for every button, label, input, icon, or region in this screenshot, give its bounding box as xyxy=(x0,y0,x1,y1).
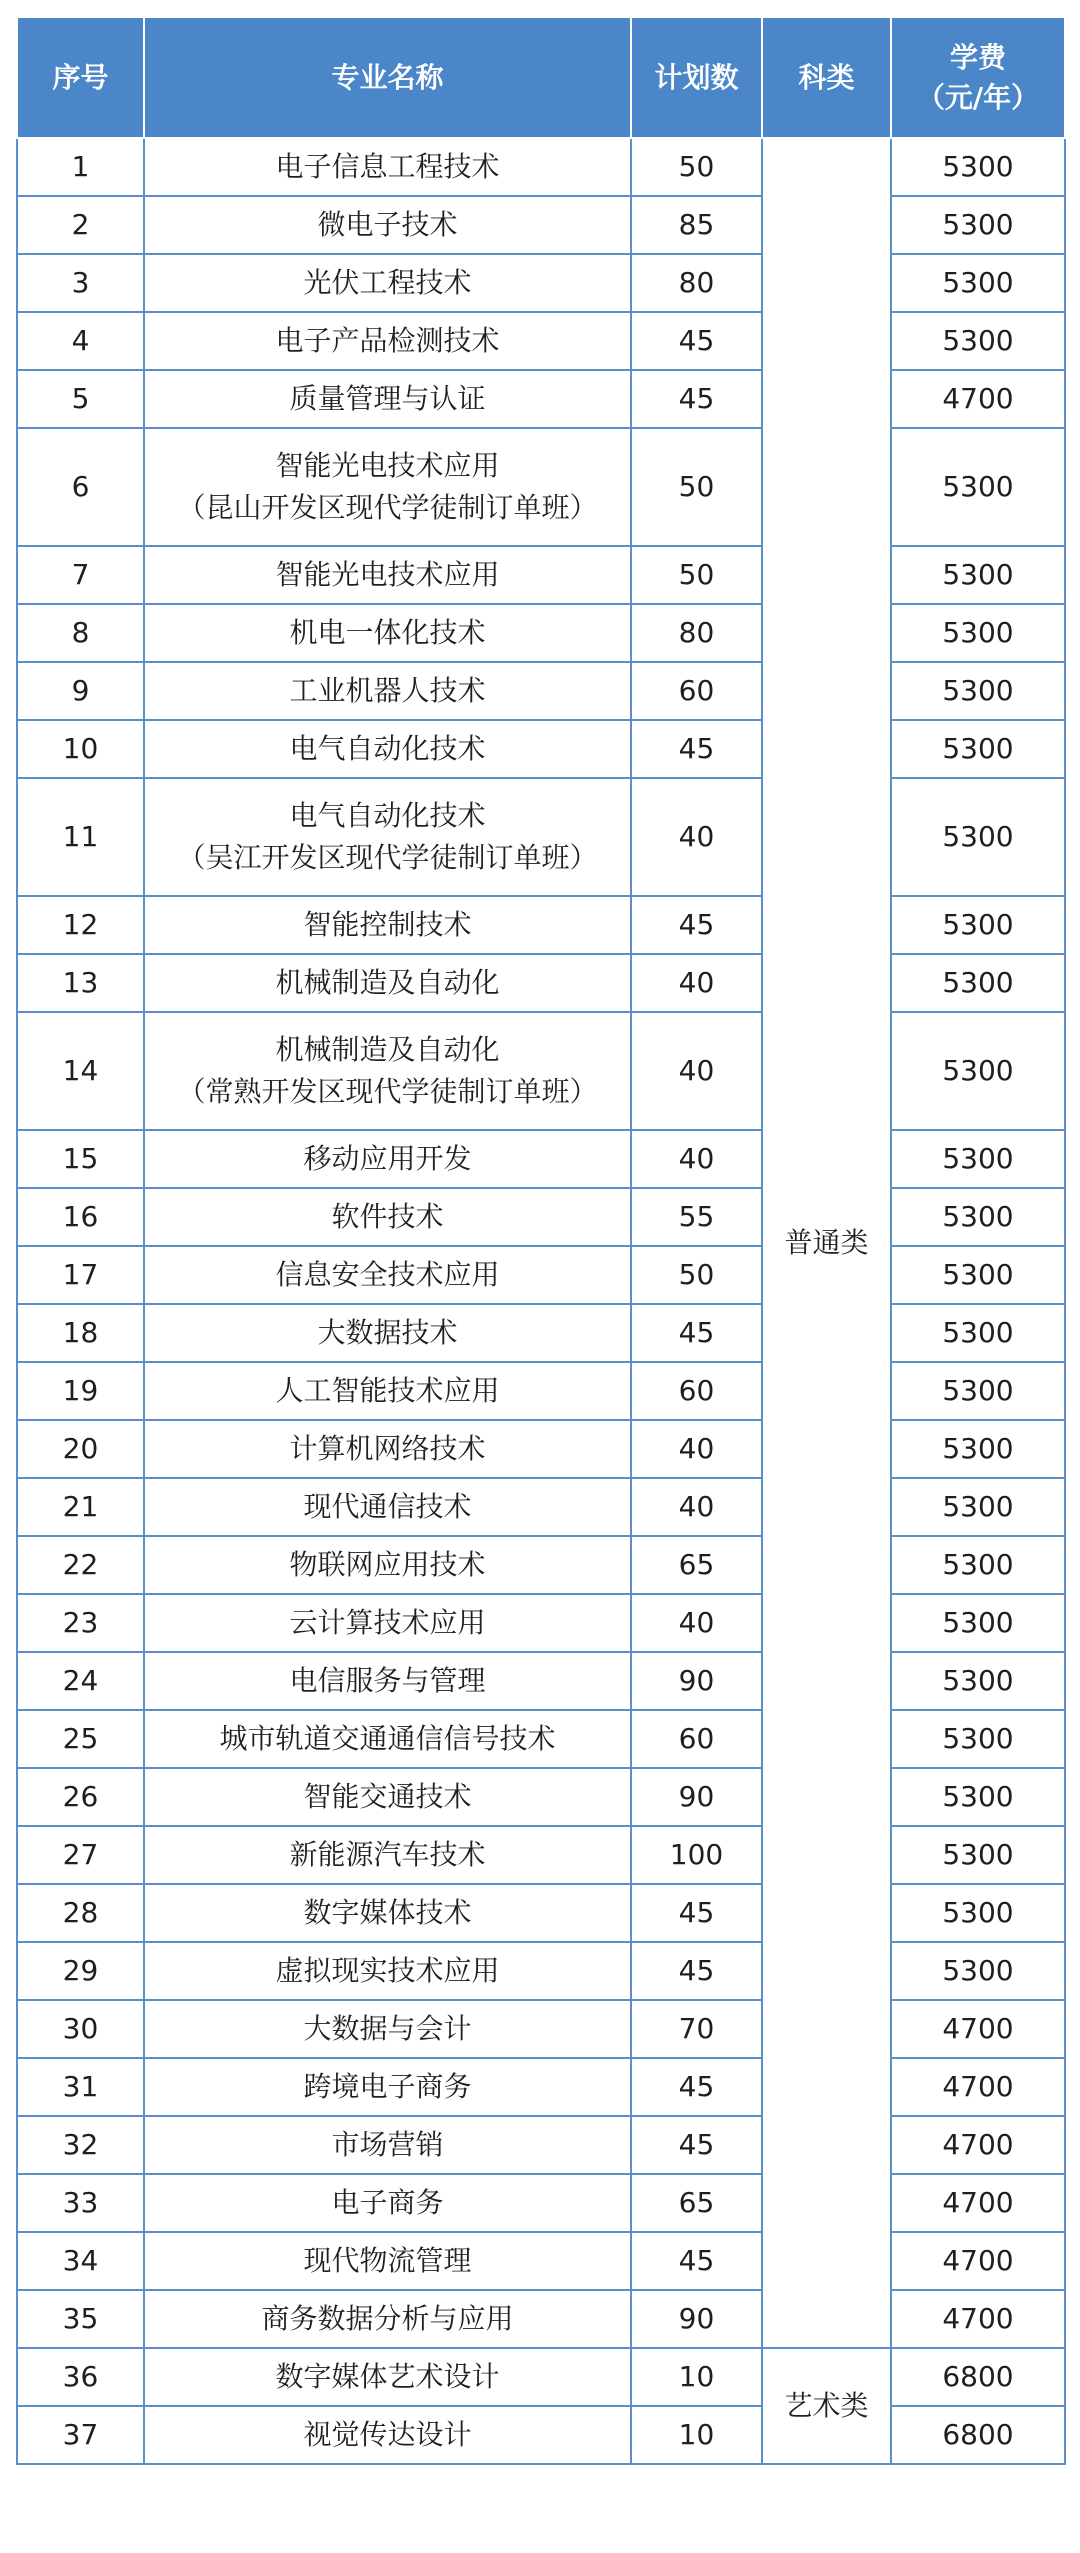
cell-seq: 21 xyxy=(17,1478,144,1536)
cell-major-name xyxy=(144,428,631,546)
major-name-note: （常熟开发区现代学徒制订单班） xyxy=(177,1075,598,1108)
major-name-text: 智能控制技术 xyxy=(303,908,472,941)
cell-major-name xyxy=(144,546,631,604)
cell-plan-count: 90 xyxy=(631,2290,762,2348)
major-name-text: 电子产品检测技术 xyxy=(275,324,500,357)
table-row xyxy=(17,896,1065,954)
major-name-text: 城市轨道交通通信信号技术 xyxy=(219,1722,556,1755)
cell-major-name xyxy=(144,662,631,720)
cell-seq: 19 xyxy=(17,1362,144,1420)
cell-plan-count: 40 xyxy=(631,778,762,896)
cell-major-name xyxy=(144,1420,631,1478)
cell-plan-count: 85 xyxy=(631,196,762,254)
cell-plan-count: 45 xyxy=(631,2116,762,2174)
cell-plan-count: 45 xyxy=(631,370,762,428)
cell-plan-count: 40 xyxy=(631,1478,762,1536)
cell-tuition: 5300 xyxy=(891,1826,1065,1884)
cell-seq: 33 xyxy=(17,2174,144,2232)
major-name-text: 质量管理与认证 xyxy=(289,382,486,415)
major-name-note: （吴江开发区现代学徒制订单班） xyxy=(177,841,598,874)
table-header-row xyxy=(17,17,1065,138)
cell-seq: 26 xyxy=(17,1768,144,1826)
cell-tuition: 5300 xyxy=(891,1362,1065,1420)
cell-tuition: 6800 xyxy=(891,2406,1065,2464)
cell-plan-count: 65 xyxy=(631,1536,762,1594)
cell-tuition: 5300 xyxy=(891,254,1065,312)
major-name-text: 计算机网络技术 xyxy=(289,1432,486,1465)
major-name-text: 移动应用开发 xyxy=(303,1142,472,1175)
cell-plan-count: 40 xyxy=(631,1130,762,1188)
cell-tuition: 5300 xyxy=(891,1012,1065,1130)
cell-seq: 7 xyxy=(17,546,144,604)
cell-plan-count: 40 xyxy=(631,1420,762,1478)
cell-seq: 28 xyxy=(17,1884,144,1942)
cell-tuition: 5300 xyxy=(891,546,1065,604)
cell-tuition: 5300 xyxy=(891,1420,1065,1478)
cell-plan-count: 40 xyxy=(631,1594,762,1652)
cell-tuition: 5300 xyxy=(891,1188,1065,1246)
major-name-text: 电信服务与管理 xyxy=(289,1664,486,1697)
major-name-text: 数字媒体艺术设计 xyxy=(275,2360,500,2393)
table-row xyxy=(17,370,1065,428)
table-row xyxy=(17,1536,1065,1594)
cell-major-name xyxy=(144,1594,631,1652)
major-name-text: 新能源汽车技术 xyxy=(289,1838,486,1871)
major-name-text: 跨境电子商务 xyxy=(303,2070,472,2103)
header-plan-count: 计划数 xyxy=(631,17,762,138)
major-name-text: 电气自动化技术 xyxy=(289,732,486,765)
cell-plan-count: 45 xyxy=(631,1942,762,2000)
table-row xyxy=(17,778,1065,896)
table-row xyxy=(17,1012,1065,1130)
cell-tuition: 5300 xyxy=(891,1130,1065,1188)
cell-tuition: 5300 xyxy=(891,1942,1065,2000)
cell-seq: 22 xyxy=(17,1536,144,1594)
header-seq: 序号 xyxy=(17,17,144,138)
cell-seq: 27 xyxy=(17,1826,144,1884)
cell-plan-count: 90 xyxy=(631,1652,762,1710)
cell-major-name xyxy=(144,896,631,954)
cell-seq: 34 xyxy=(17,2232,144,2290)
cell-seq: 25 xyxy=(17,1710,144,1768)
cell-major-name xyxy=(144,2348,631,2406)
major-name-text: 虚拟现实技术应用 xyxy=(275,1954,500,1987)
cell-seq: 16 xyxy=(17,1188,144,1246)
cell-plan-count: 10 xyxy=(631,2406,762,2464)
cell-plan-count: 55 xyxy=(631,1188,762,1246)
table-row xyxy=(17,1768,1065,1826)
header-tuition-label: 学费 xyxy=(949,40,1006,74)
cell-major-name xyxy=(144,2290,631,2348)
table-row xyxy=(17,2058,1065,2116)
enrollment-plan-table-container xyxy=(16,16,1064,2465)
cell-plan-count: 60 xyxy=(631,662,762,720)
cell-tuition: 5300 xyxy=(891,1246,1065,1304)
cell-tuition: 5300 xyxy=(891,428,1065,546)
major-name-text: 电子商务 xyxy=(331,2186,444,2219)
major-name-text: 信息安全技术应用 xyxy=(275,1258,500,1291)
cell-tuition: 5300 xyxy=(891,1594,1065,1652)
cell-category: 普通类 xyxy=(762,138,891,2348)
cell-plan-count: 45 xyxy=(631,2058,762,2116)
cell-tuition: 4700 xyxy=(891,2000,1065,2058)
cell-plan-count: 100 xyxy=(631,1826,762,1884)
cell-tuition: 5300 xyxy=(891,1768,1065,1826)
table-row xyxy=(17,312,1065,370)
cell-major-name xyxy=(144,2000,631,2058)
table-row xyxy=(17,662,1065,720)
major-name-text: 商务数据分析与应用 xyxy=(261,2302,514,2335)
cell-major-name xyxy=(144,1652,631,1710)
table-row xyxy=(17,2290,1065,2348)
cell-plan-count: 60 xyxy=(631,1710,762,1768)
major-name-text: 数字媒体技术 xyxy=(303,1896,472,1929)
cell-major-name xyxy=(144,2406,631,2464)
major-name-text: 光伏工程技术 xyxy=(303,266,472,299)
table-row xyxy=(17,1304,1065,1362)
cell-tuition: 5300 xyxy=(891,896,1065,954)
cell-major-name xyxy=(144,1188,631,1246)
cell-tuition: 5300 xyxy=(891,662,1065,720)
cell-major-name xyxy=(144,196,631,254)
table-row xyxy=(17,1594,1065,1652)
table-row xyxy=(17,546,1065,604)
table-row xyxy=(17,604,1065,662)
cell-plan-count: 10 xyxy=(631,2348,762,2406)
header-major-name: 专业名称 xyxy=(144,17,631,138)
major-name-text: 人工智能技术应用 xyxy=(275,1374,500,1407)
cell-major-name xyxy=(144,2116,631,2174)
table-row xyxy=(17,1246,1065,1304)
cell-tuition: 5300 xyxy=(891,1884,1065,1942)
cell-seq: 3 xyxy=(17,254,144,312)
cell-major-name xyxy=(144,1304,631,1362)
table-row xyxy=(17,254,1065,312)
major-name-text: 智能光电技术应用 xyxy=(275,449,500,482)
cell-plan-count: 45 xyxy=(631,312,762,370)
cell-seq: 37 xyxy=(17,2406,144,2464)
major-name-text: 智能交通技术 xyxy=(303,1780,472,1813)
cell-major-name xyxy=(144,138,631,196)
table-row xyxy=(17,954,1065,1012)
cell-major-name xyxy=(144,1884,631,1942)
cell-plan-count: 60 xyxy=(631,1362,762,1420)
table-row xyxy=(17,428,1065,546)
header-category: 科类 xyxy=(762,17,891,138)
table-row xyxy=(17,1188,1065,1246)
table-row xyxy=(17,720,1065,778)
table-row xyxy=(17,2000,1065,2058)
cell-tuition: 4700 xyxy=(891,2290,1065,2348)
header-tuition-unit: （元/年） xyxy=(916,80,1040,114)
cell-major-name xyxy=(144,2058,631,2116)
cell-tuition: 5300 xyxy=(891,954,1065,1012)
cell-seq: 12 xyxy=(17,896,144,954)
cell-major-name xyxy=(144,2174,631,2232)
cell-tuition: 5300 xyxy=(891,1652,1065,1710)
table-row xyxy=(17,1478,1065,1536)
cell-tuition: 5300 xyxy=(891,1710,1065,1768)
cell-tuition: 5300 xyxy=(891,1304,1065,1362)
table-row xyxy=(17,2116,1065,2174)
cell-major-name xyxy=(144,312,631,370)
cell-major-name xyxy=(144,778,631,896)
major-name-note: （昆山开发区现代学徒制订单班） xyxy=(177,491,598,524)
cell-plan-count: 65 xyxy=(631,2174,762,2232)
cell-major-name xyxy=(144,2232,631,2290)
cell-major-name xyxy=(144,1826,631,1884)
cell-tuition: 5300 xyxy=(891,196,1065,254)
cell-plan-count: 50 xyxy=(631,1246,762,1304)
table-row xyxy=(17,1942,1065,2000)
cell-tuition: 6800 xyxy=(891,2348,1065,2406)
cell-plan-count: 45 xyxy=(631,896,762,954)
cell-major-name xyxy=(144,1710,631,1768)
table-row xyxy=(17,1710,1065,1768)
cell-seq: 31 xyxy=(17,2058,144,2116)
table-row xyxy=(17,1420,1065,1478)
major-name-text: 机电一体化技术 xyxy=(289,616,486,649)
cell-seq: 8 xyxy=(17,604,144,662)
cell-seq: 24 xyxy=(17,1652,144,1710)
table-row xyxy=(17,1130,1065,1188)
cell-plan-count: 80 xyxy=(631,254,762,312)
table-row xyxy=(17,1826,1065,1884)
cell-seq: 15 xyxy=(17,1130,144,1188)
major-name-text: 现代物流管理 xyxy=(303,2244,472,2277)
cell-seq: 1 xyxy=(17,138,144,196)
cell-major-name xyxy=(144,954,631,1012)
cell-seq: 30 xyxy=(17,2000,144,2058)
cell-seq: 36 xyxy=(17,2348,144,2406)
cell-seq: 20 xyxy=(17,1420,144,1478)
major-name-text: 智能光电技术应用 xyxy=(275,558,500,591)
cell-plan-count: 50 xyxy=(631,428,762,546)
cell-plan-count: 40 xyxy=(631,1012,762,1130)
cell-seq: 6 xyxy=(17,428,144,546)
enrollment-plan-table xyxy=(16,16,1066,2465)
cell-plan-count: 45 xyxy=(631,2232,762,2290)
cell-major-name xyxy=(144,254,631,312)
cell-major-name xyxy=(144,1130,631,1188)
table-body xyxy=(17,138,1065,2464)
cell-major-name xyxy=(144,370,631,428)
cell-plan-count: 90 xyxy=(631,1768,762,1826)
major-name-text: 现代通信技术 xyxy=(303,1490,472,1523)
cell-seq: 35 xyxy=(17,2290,144,2348)
table-row xyxy=(17,2232,1065,2290)
table-row xyxy=(17,2406,1065,2464)
cell-plan-count: 45 xyxy=(631,1304,762,1362)
cell-seq: 11 xyxy=(17,778,144,896)
major-name-text: 电子信息工程技术 xyxy=(275,150,500,183)
cell-tuition: 5300 xyxy=(891,720,1065,778)
cell-seq: 4 xyxy=(17,312,144,370)
table-row xyxy=(17,2174,1065,2232)
cell-tuition: 4700 xyxy=(891,2058,1065,2116)
major-name-text: 机械制造及自动化 xyxy=(275,1033,500,1066)
cell-category: 艺术类 xyxy=(762,2348,891,2464)
cell-tuition: 4700 xyxy=(891,2116,1065,2174)
table-row xyxy=(17,2348,1065,2406)
major-name-text: 云计算技术应用 xyxy=(289,1606,486,1639)
cell-tuition: 5300 xyxy=(891,312,1065,370)
cell-seq: 2 xyxy=(17,196,144,254)
cell-seq: 5 xyxy=(17,370,144,428)
cell-major-name xyxy=(144,1536,631,1594)
cell-plan-count: 45 xyxy=(631,720,762,778)
cell-tuition: 5300 xyxy=(891,778,1065,896)
cell-seq: 32 xyxy=(17,2116,144,2174)
header-tuition xyxy=(891,17,1065,138)
table-row xyxy=(17,1652,1065,1710)
cell-seq: 10 xyxy=(17,720,144,778)
major-name-text: 大数据技术 xyxy=(317,1316,458,1349)
major-name-text: 机械制造及自动化 xyxy=(275,966,500,999)
cell-seq: 29 xyxy=(17,1942,144,2000)
cell-plan-count: 50 xyxy=(631,546,762,604)
table-row xyxy=(17,1884,1065,1942)
major-name-text: 物联网应用技术 xyxy=(289,1548,486,1581)
cell-seq: 18 xyxy=(17,1304,144,1362)
major-name-text: 电气自动化技术 xyxy=(289,799,486,832)
table-row xyxy=(17,196,1065,254)
cell-major-name xyxy=(144,1478,631,1536)
cell-seq: 23 xyxy=(17,1594,144,1652)
cell-major-name xyxy=(144,720,631,778)
cell-tuition: 4700 xyxy=(891,370,1065,428)
table-row xyxy=(17,138,1065,196)
cell-plan-count: 70 xyxy=(631,2000,762,2058)
major-name-text: 视觉传达设计 xyxy=(303,2418,472,2451)
cell-seq: 9 xyxy=(17,662,144,720)
cell-tuition: 5300 xyxy=(891,604,1065,662)
cell-major-name xyxy=(144,1012,631,1130)
cell-major-name xyxy=(144,1942,631,2000)
cell-plan-count: 50 xyxy=(631,138,762,196)
cell-seq: 14 xyxy=(17,1012,144,1130)
cell-major-name xyxy=(144,1246,631,1304)
cell-major-name xyxy=(144,1768,631,1826)
table-row xyxy=(17,1362,1065,1420)
cell-tuition: 5300 xyxy=(891,1536,1065,1594)
major-name-text: 市场营销 xyxy=(331,2128,444,2161)
major-name-text: 软件技术 xyxy=(331,1200,444,1233)
cell-seq: 17 xyxy=(17,1246,144,1304)
cell-tuition: 5300 xyxy=(891,1478,1065,1536)
cell-seq: 13 xyxy=(17,954,144,1012)
cell-plan-count: 80 xyxy=(631,604,762,662)
cell-plan-count: 40 xyxy=(631,954,762,1012)
major-name-text: 工业机器人技术 xyxy=(289,674,486,707)
cell-tuition: 4700 xyxy=(891,2232,1065,2290)
cell-plan-count: 45 xyxy=(631,1884,762,1942)
cell-major-name xyxy=(144,1362,631,1420)
cell-major-name xyxy=(144,604,631,662)
major-name-text: 大数据与会计 xyxy=(303,2012,472,2045)
cell-tuition: 4700 xyxy=(891,2174,1065,2232)
cell-tuition: 5300 xyxy=(891,138,1065,196)
major-name-text: 微电子技术 xyxy=(317,208,458,241)
